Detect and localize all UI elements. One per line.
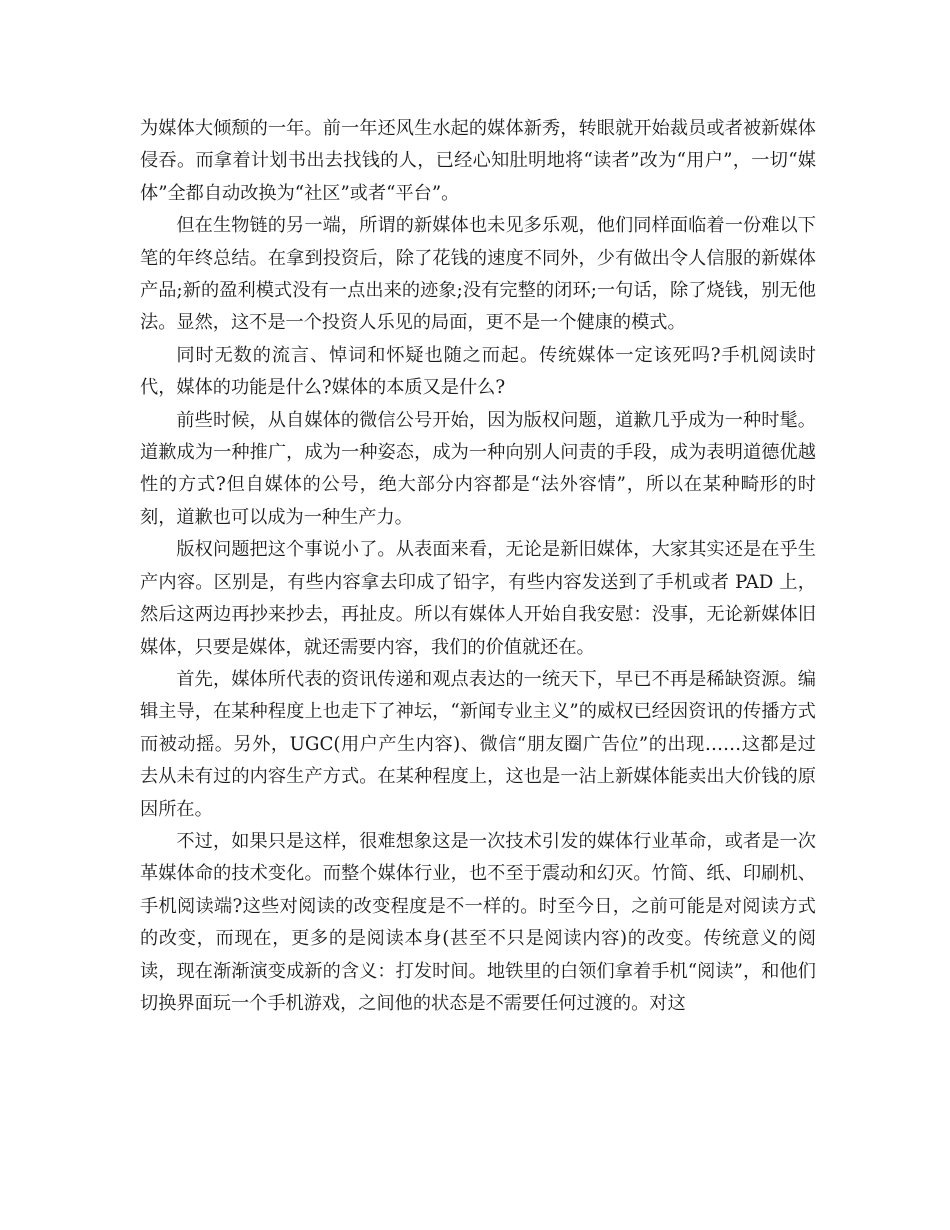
paragraph-6: 首先，媒体所代表的资讯传递和观点表达的一统天下，早已不再是稀缺资源。编辑主导，在某种程度上也走下了神坛，“新闻专业主义”的威权已经因资讯的传播方式而被动摇。另外，UGC(用户产生内容)、微信“朋友圈广告位”的出现……这都是过去从未有过的内容生产方式。在某种程度上，这也是一沾上新媒体能卖出大价钱的原因所在。 — [140, 668, 816, 820]
paragraph-7: 不过，如果只是这样，很难想象这是一次技术引发的媒体行业革命，或者是一次革媒体命的技术变化。而整个媒体行业，也不至于震动和幻灭。竹简、纸、印刷机、手机阅读端?这些对阅读的改变程度是不一样的。时至今日，之前可能是对阅读方式的改变，而现在，更多的是阅读本身(甚至不只是阅读内容)的改变。传统意义的阅读，现在渐渐演变成新的含义：打发时间。地铁里的白领们拿着手机“阅读”，和他们切换界面玩一个手机游戏，之间他的状态是不需要任何过渡的。对这 — [140, 830, 816, 1014]
paragraph-2: 但在生物链的另一端，所谓的新媒体也未见多乐观，他们同样面临着一份难以下笔的年终总结。在拿到投资后，除了花钱的速度不同外，少有做出令人信服的新媒体产品;新的盈利模式没有一点出来的迹象;没有完整的闭环;一句话，除了烧钱，别无他法。显然，这不是一个投资人乐见的局面，更不是一个健康的模式。 — [140, 215, 816, 334]
paragraph-1: 为媒体大倾颓的一年。前一年还风生水起的媒体新秀，转眼就开始裁员或者被新媒体侵吞。而拿着计划书出去找钱的人，已经心知肚明地将“读者”改为“用户”，一切“媒体”全都自动改换为“社区”或者“平台”。 — [140, 118, 816, 204]
paragraph-5: 版权问题把这个事说小了。从表面来看，无论是新旧媒体，大家其实还是在乎生产内容。区别是，有些内容拿去印成了铅字，有些内容发送到了手机或者 PAD 上，然后这两边再抄来抄去，再扯皮。所以有媒体人开始自我安慰：没事，无论新媒体旧媒体，只要是媒体，就还需要内容，我们的价值就还在。 — [140, 539, 816, 658]
paragraph-4: 前些时候，从自媒体的微信公号开始，因为版权问题，道歉几乎成为一种时髦。道歉成为一种推广，成为一种姿态，成为一种向别人问责的手段，成为表明道德优越性的方式?但自媒体的公号，绝大部分内容都是“法外容情”，所以在某种畸形的时刻，道歉也可以成为一种生产力。 — [140, 409, 816, 528]
paragraph-3: 同时无数的流言、悼词和怀疑也随之而起。传统媒体一定该死吗?手机阅读时代，媒体的功能是什么?媒体的本质又是什么? — [140, 344, 816, 399]
article-body — [140, 113, 816, 1020]
